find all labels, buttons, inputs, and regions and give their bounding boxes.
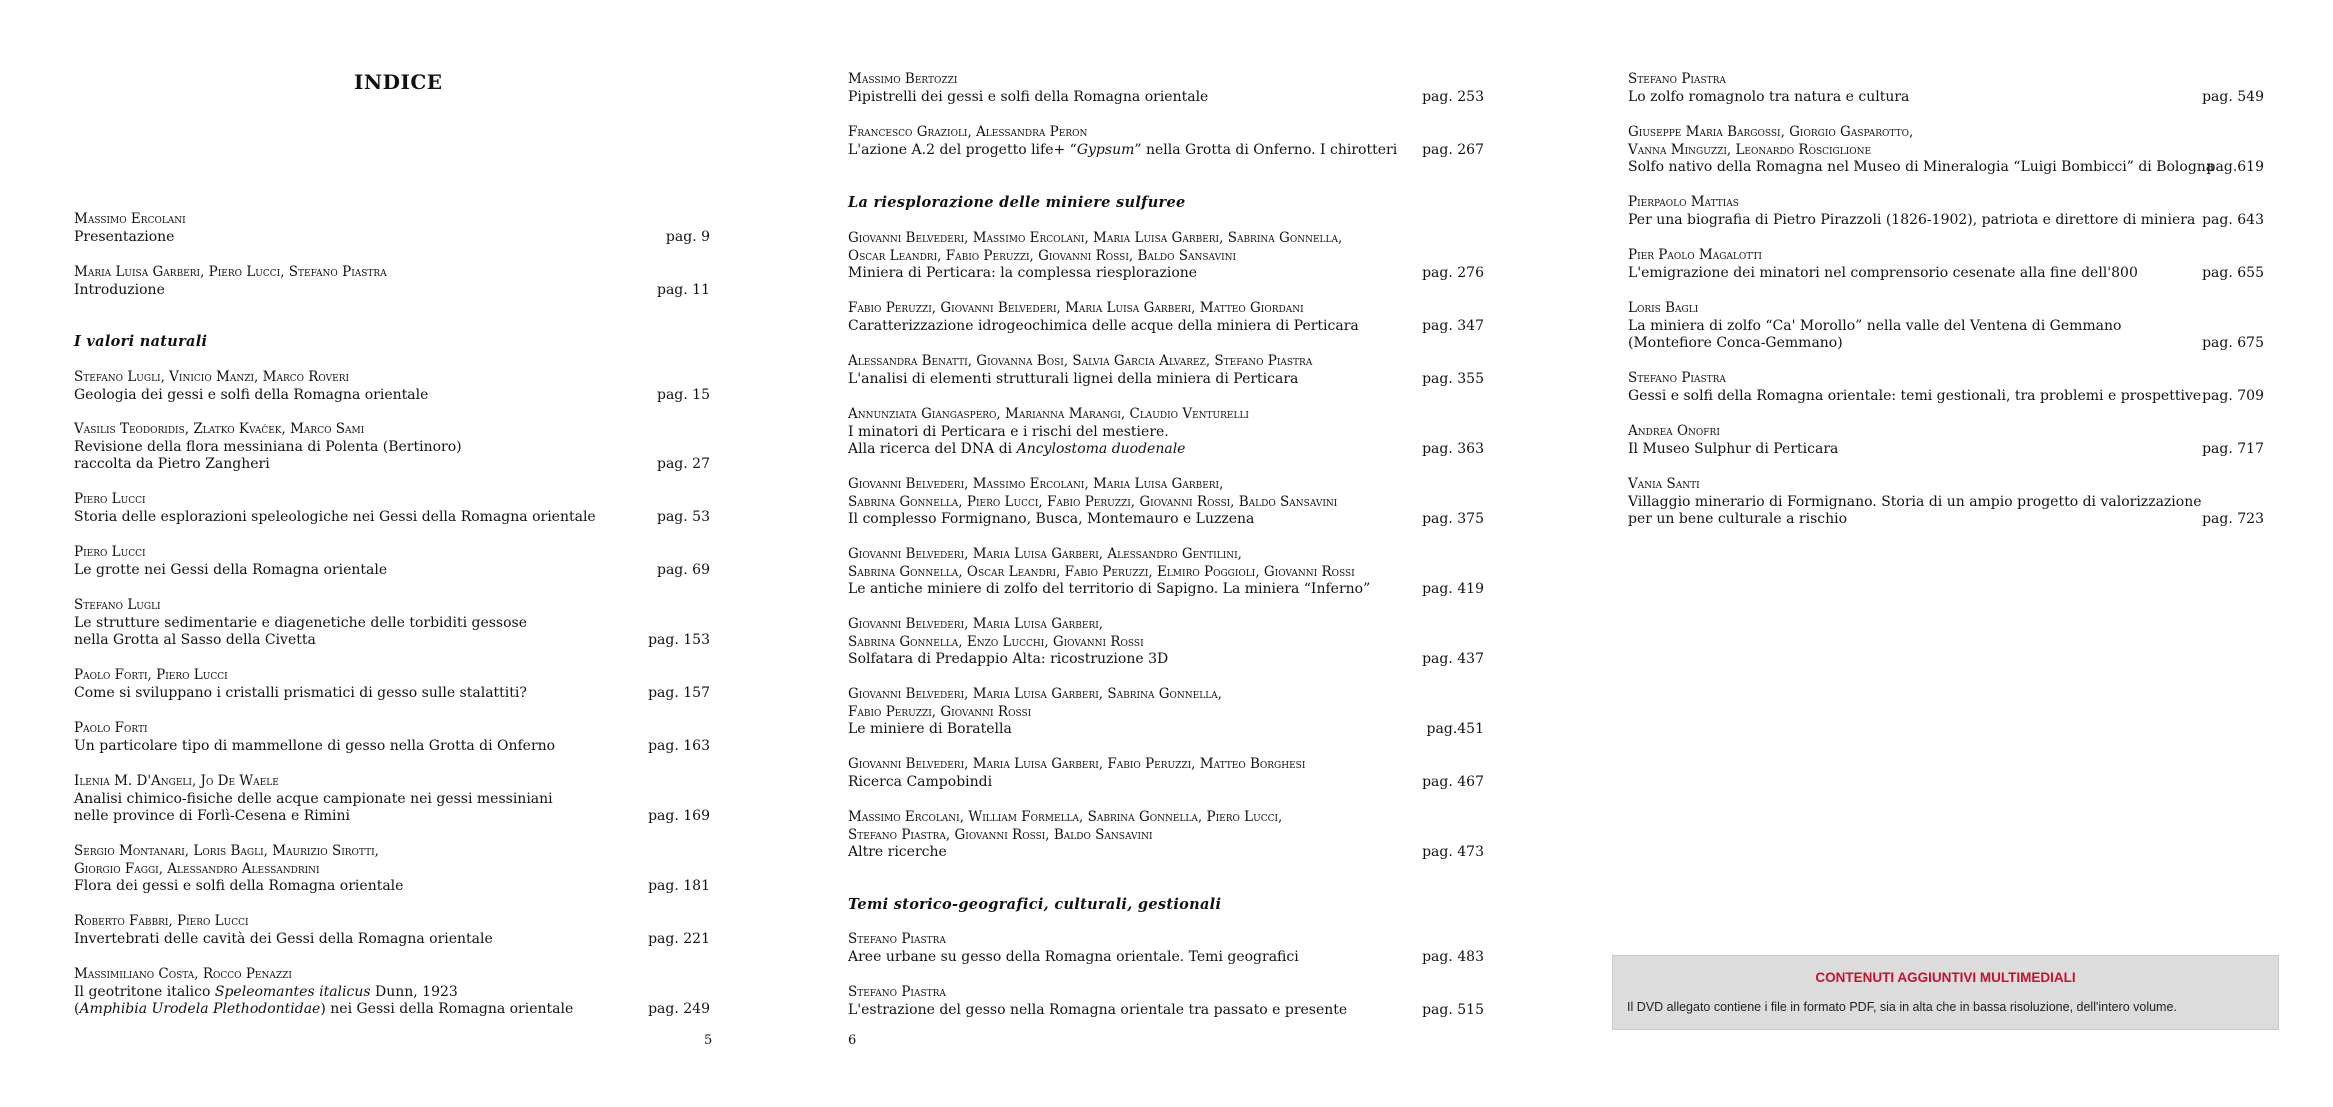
entry-authors: Maria Luisa Garberi, Piero Lucci, Stefano Piastra — [74, 264, 387, 280]
entry-page: pag. 473 — [1422, 844, 1484, 860]
entry-authors-cont: Sabrina Gonnella, Piero Lucci, Fabio Peruzzi, Giovanni Rossi, Baldo Sansavini — [848, 493, 1338, 510]
entry-page: pag. 655 — [2202, 264, 2264, 281]
toc-entry — [848, 984, 1484, 1019]
entry-page: pag. 375 — [1422, 511, 1484, 527]
entry-authors-cont: Vanna Minguzzi, Leonardo Rosciglione — [1628, 141, 1872, 158]
entry-authors: Stefano Lugli, Vinicio Manzi, Marco Roveri — [74, 369, 350, 385]
entry-page: pag. 363 — [1422, 441, 1484, 457]
toc-entry — [74, 421, 710, 474]
entry-title: Il complesso Formignano, Busca, Montemauro e Luzzena — [848, 511, 1255, 527]
entry-authors: Vasilis Teodoridis, Zlatko Kvaček, Marco Sami — [74, 421, 365, 437]
entry-title: L'azione A.2 del progetto life+ “Gypsum” nella Grotta di Onferno. I chirotteri — [848, 141, 1398, 158]
entry-title: Villaggio minerario di Formignano. Storia di un ampio progetto di valorizzazione — [1628, 493, 2202, 510]
page-number-right: 6 — [848, 1033, 857, 1048]
entry-page: pag. 675 — [2202, 335, 2264, 351]
entry-title: Solfo nativo della Romagna nel Museo di Mineralogia “Luigi Bombicci” di Bologna — [1628, 159, 2215, 175]
entry-title: Solfatara di Predappio Alta: ricostruzione 3D — [848, 651, 1169, 667]
toc-entry — [74, 773, 710, 826]
toc-entry — [848, 353, 1484, 388]
entry-page: pag. 9 — [665, 228, 710, 245]
entry-authors: Annunziata Giangaspero, Marianna Marangi, Claudio Venturelli — [848, 406, 1249, 422]
entry-title-cont: per un bene culturale a rischio — [1628, 511, 1848, 527]
entry-title: Il geotritone italico Speleomantes italicus Dunn, 1923 — [74, 983, 458, 1000]
entry-page: pag. 717 — [2202, 440, 2264, 457]
toc-entry — [1628, 423, 2264, 458]
entry-title: Le grotte nei Gessi della Romagna orientale — [74, 561, 388, 578]
entry-page: pag. 643 — [2202, 211, 2264, 228]
toc-entry — [848, 931, 1484, 966]
entry-title: Aree urbane su gesso della Romagna orientale. Temi geografici — [848, 948, 1299, 965]
entry-page: pag. 181 — [648, 878, 710, 894]
entry-title-cont: Alla ricerca del DNA di Ancylostoma duodenale — [848, 441, 1186, 457]
entry-page: pag.619 — [2206, 159, 2264, 175]
entry-authors: Vania Santi — [1628, 476, 1700, 492]
entry-title: Analisi chimico-fisiche delle acque campionate nei gessi messiniani — [74, 790, 553, 807]
toc-entry — [848, 756, 1484, 791]
entry-authors: Giovanni Belvederi, Massimo Ercolani, Maria Luisa Garberi, Sabrina Gonnella, — [848, 230, 1343, 246]
entry-title: Altre ricerche — [848, 844, 947, 860]
toc-entry — [848, 124, 1484, 159]
entry-authors: Piero Lucci — [74, 544, 146, 560]
entry-authors-cont: Sabrina Gonnella, Oscar Leandri, Fabio Peruzzi, Elmiro Poggioli, Giovanni Rossi — [848, 563, 1355, 580]
entry-title: La miniera di zolfo “Ca' Morollo” nella valle del Ventena di Gemmano — [1628, 317, 2122, 334]
dvd-box-text: Il DVD allegato contiene i file in formato PDF, sia in alta che in bassa risoluzione, dell'intero volume. — [1627, 1000, 2177, 1014]
entry-authors: Giovanni Belvederi, Maria Luisa Garberi, Sabrina Gonnella, — [848, 686, 1222, 702]
entry-page: pag. 437 — [1422, 651, 1484, 667]
entry-page: pag. 253 — [1422, 88, 1484, 105]
toc-entry — [74, 966, 710, 1019]
entry-page: pag. 11 — [657, 281, 710, 298]
toc-entry — [74, 544, 710, 579]
toc-entry — [848, 230, 1484, 283]
entry-authors: Sergio Montanari, Loris Bagli, Maurizio Sirotti, — [74, 843, 379, 859]
entry-authors: Stefano Lugli — [74, 597, 161, 613]
entry-page: pag. 53 — [657, 508, 710, 525]
toc-entry — [1628, 124, 2264, 177]
section-heading: Temi storico-geografici, culturali, gestionali — [848, 896, 1222, 913]
entry-authors: Andrea Onofri — [1628, 423, 1720, 439]
section-heading: I valori naturali — [74, 333, 208, 350]
toc-entry — [848, 71, 1484, 106]
entry-authors: Stefano Piastra — [1628, 71, 1726, 87]
entry-page: pag. 549 — [2202, 88, 2264, 105]
entry-title: Per una biografia di Pietro Pirazzoli (1826-1902), patriota e direttore di miniera — [1628, 211, 2196, 228]
entry-title: Le miniere di Boratella — [848, 721, 1012, 737]
toc-entry — [74, 913, 710, 948]
toc-entry — [848, 686, 1484, 739]
entry-page: pag. 355 — [1422, 370, 1484, 387]
entry-title: Pipistrelli dei gessi e solfi della Romagna orientale — [848, 88, 1209, 105]
entry-authors: Massimo Ercolani — [74, 211, 186, 227]
entry-authors: Francesco Grazioli, Alessandra Peron — [848, 124, 1088, 140]
toc-entry — [74, 211, 710, 246]
entry-authors: Alessandra Benatti, Giovanna Bosi, Salvia Garcia Alvarez, Stefano Piastra — [848, 353, 1313, 369]
entry-title: Revisione della flora messiniana di Polenta (Bertinoro) — [74, 438, 462, 455]
entry-title: Miniera di Perticara: la complessa riesplorazione — [848, 265, 1198, 281]
index-title: INDICE — [354, 70, 443, 94]
toc-entry — [1628, 300, 2264, 353]
entry-title: Geologia dei gessi e solfi della Romagna orientale — [74, 386, 429, 403]
toc-entry — [74, 843, 710, 896]
entry-authors: Pier Paolo Magalotti — [1628, 247, 1762, 263]
entry-authors: Paolo Forti, Piero Lucci — [74, 667, 228, 683]
entry-authors: Ilenia M. D'Angeli, Jo De Waele — [74, 773, 279, 789]
entry-page: pag. 157 — [648, 684, 710, 701]
entry-title: Invertebrati delle cavità dei Gessi della Romagna orientale — [74, 930, 493, 947]
entry-title-cont: raccolta da Pietro Zangheri — [74, 456, 270, 472]
entry-title-cont: nella Grotta al Sasso della Civetta — [74, 632, 316, 648]
entry-page: pag. 267 — [1422, 141, 1484, 158]
toc-entry — [1628, 71, 2264, 106]
entry-title: Un particolare tipo di mammellone di gesso nella Grotta di Onferno — [74, 737, 556, 754]
entry-authors: Giovanni Belvederi, Maria Luisa Garberi, — [848, 616, 1104, 632]
toc-entry — [848, 476, 1484, 529]
toc-entry — [74, 597, 710, 650]
entry-page: pag. 419 — [1422, 581, 1484, 597]
toc-entry — [1628, 476, 2264, 529]
entry-title-cont: (Amphibia Urodela Plethodontidae) nei Gessi della Romagna orientale — [74, 1001, 574, 1017]
entry-title-cont: nelle province di Forlì-Cesena e Rimini — [74, 808, 350, 824]
entry-authors-cont: Sabrina Gonnella, Enzo Lucchi, Giovanni Rossi — [848, 633, 1144, 650]
entry-title: Presentazione — [74, 228, 175, 245]
entry-page: pag. 27 — [657, 456, 710, 472]
toc-entry — [1628, 247, 2264, 282]
entry-page: pag. 169 — [648, 808, 710, 824]
toc-column-right — [1628, 0, 2264, 1080]
toc-entry — [848, 406, 1484, 459]
entry-page: pag. 249 — [648, 1001, 710, 1017]
entry-authors: Paolo Forti — [74, 720, 148, 736]
entry-title: Le antiche miniere di zolfo del territorio di Sapigno. La miniera “Inferno” — [848, 581, 1371, 597]
entry-page: pag. 483 — [1422, 948, 1484, 965]
entry-authors-cont: Giorgio Faggi, Alessandro Alessandrini — [74, 860, 320, 877]
toc-entry — [1628, 194, 2264, 229]
toc-entry — [848, 300, 1484, 335]
entry-page: pag. 153 — [648, 632, 710, 648]
toc-entry — [848, 809, 1484, 862]
entry-authors: Stefano Piastra — [1628, 370, 1726, 386]
entry-title: L'estrazione del gesso nella Romagna orientale tra passato e presente — [848, 1001, 1348, 1018]
entry-authors: Massimo Ercolani, William Formella, Sabrina Gonnella, Piero Lucci, — [848, 809, 1283, 825]
entry-title: Le strutture sedimentarie e diagenetiche delle torbiditi gessose — [74, 614, 528, 631]
dvd-info-box — [1612, 955, 2279, 1030]
entry-page: pag. 347 — [1422, 317, 1484, 334]
entry-page: pag. 15 — [657, 386, 710, 403]
entry-title-cont: (Montefiore Conca-Gemmano) — [1628, 335, 1843, 351]
entry-title: Il Museo Sulphur di Perticara — [1628, 440, 1839, 457]
dvd-box-title: CONTENUTI AGGIUNTIVI MULTIMEDIALI — [1815, 970, 2076, 985]
entry-page: pag.451 — [1426, 721, 1484, 737]
entry-page: pag. 515 — [1422, 1001, 1484, 1018]
entry-authors: Giuseppe Maria Bargossi, Giorgio Gasparotto, — [1628, 124, 1914, 140]
entry-title: Lo zolfo romagnolo tra natura e cultura — [1628, 88, 1910, 105]
entry-authors: Giovanni Belvederi, Massimo Ercolani, Maria Luisa Garberi, — [848, 476, 1224, 492]
entry-authors-cont: Oscar Leandri, Fabio Peruzzi, Giovanni Rossi, Baldo Sansavini — [848, 247, 1237, 264]
entry-page: pag. 163 — [648, 737, 710, 754]
page-number-left: 5 — [704, 1033, 713, 1048]
entry-authors: Roberto Fabbri, Piero Lucci — [74, 913, 249, 929]
entry-title: L'emigrazione dei minatori nel comprensorio cesenate alla fine dell'800 — [1628, 264, 2138, 281]
toc-entry — [848, 616, 1484, 669]
entry-title: I minatori di Perticara e i rischi del mestiere. — [848, 423, 1169, 440]
toc-entry — [74, 491, 710, 526]
entry-authors: Massimo Bertozzi — [848, 71, 958, 87]
entry-title: Introduzione — [74, 281, 165, 298]
entry-page: pag. 276 — [1422, 265, 1484, 281]
entry-authors: Pierpaolo Mattias — [1628, 194, 1739, 210]
entry-title: Ricerca Campobindi — [848, 773, 993, 790]
entry-authors: Fabio Peruzzi, Giovanni Belvederi, Maria Luisa Garberi, Matteo Giordani — [848, 300, 1304, 316]
entry-page: pag. 221 — [648, 930, 710, 947]
entry-title: Gessi e solfi della Romagna orientale: temi gestionali, tra problemi e prospettive — [1628, 387, 2202, 404]
toc-entry — [74, 264, 710, 299]
section-heading: La riesplorazione delle miniere sulfuree — [848, 194, 1186, 211]
entry-title: Storia delle esplorazioni speleologiche nei Gessi della Romagna orientale — [74, 508, 596, 525]
entry-title: Caratterizzazione idrogeochimica delle acque della miniera di Perticara — [848, 317, 1359, 334]
entry-authors-cont: Stefano Piastra, Giovanni Rossi, Baldo Sansavini — [848, 826, 1153, 843]
toc-column-middle — [848, 0, 1484, 1080]
entry-title: Flora dei gessi e solfi della Romagna orientale — [74, 878, 404, 894]
entry-authors: Giovanni Belvederi, Maria Luisa Garberi, Alessandro Gentilini, — [848, 546, 1242, 562]
entry-authors: Stefano Piastra — [848, 984, 946, 1000]
entry-authors: Giovanni Belvederi, Maria Luisa Garberi, Fabio Peruzzi, Matteo Borghesi — [848, 756, 1306, 772]
entry-title: Come si sviluppano i cristalli prismatici di gesso sulle stalattiti? — [74, 684, 527, 701]
toc-column-left — [74, 0, 713, 1080]
entry-authors-cont: Fabio Peruzzi, Giovanni Rossi — [848, 703, 1032, 720]
toc-entry — [74, 667, 710, 702]
toc-entry — [848, 546, 1484, 599]
toc-entry — [74, 720, 710, 755]
entry-authors: Loris Bagli — [1628, 300, 1699, 316]
entry-authors: Stefano Piastra — [848, 931, 946, 947]
entry-page: pag. 723 — [2202, 511, 2264, 527]
entry-authors: Massimiliano Costa, Rocco Penazzi — [74, 966, 292, 982]
entry-authors: Piero Lucci — [74, 491, 146, 507]
entry-page: pag. 467 — [1422, 773, 1484, 790]
toc-entry — [74, 369, 710, 404]
toc-entry — [1628, 370, 2264, 405]
entry-page: pag. 709 — [2202, 387, 2264, 404]
entry-page: pag. 69 — [657, 561, 710, 578]
entry-title: L'analisi di elementi strutturali lignei della miniera di Perticara — [848, 370, 1299, 387]
